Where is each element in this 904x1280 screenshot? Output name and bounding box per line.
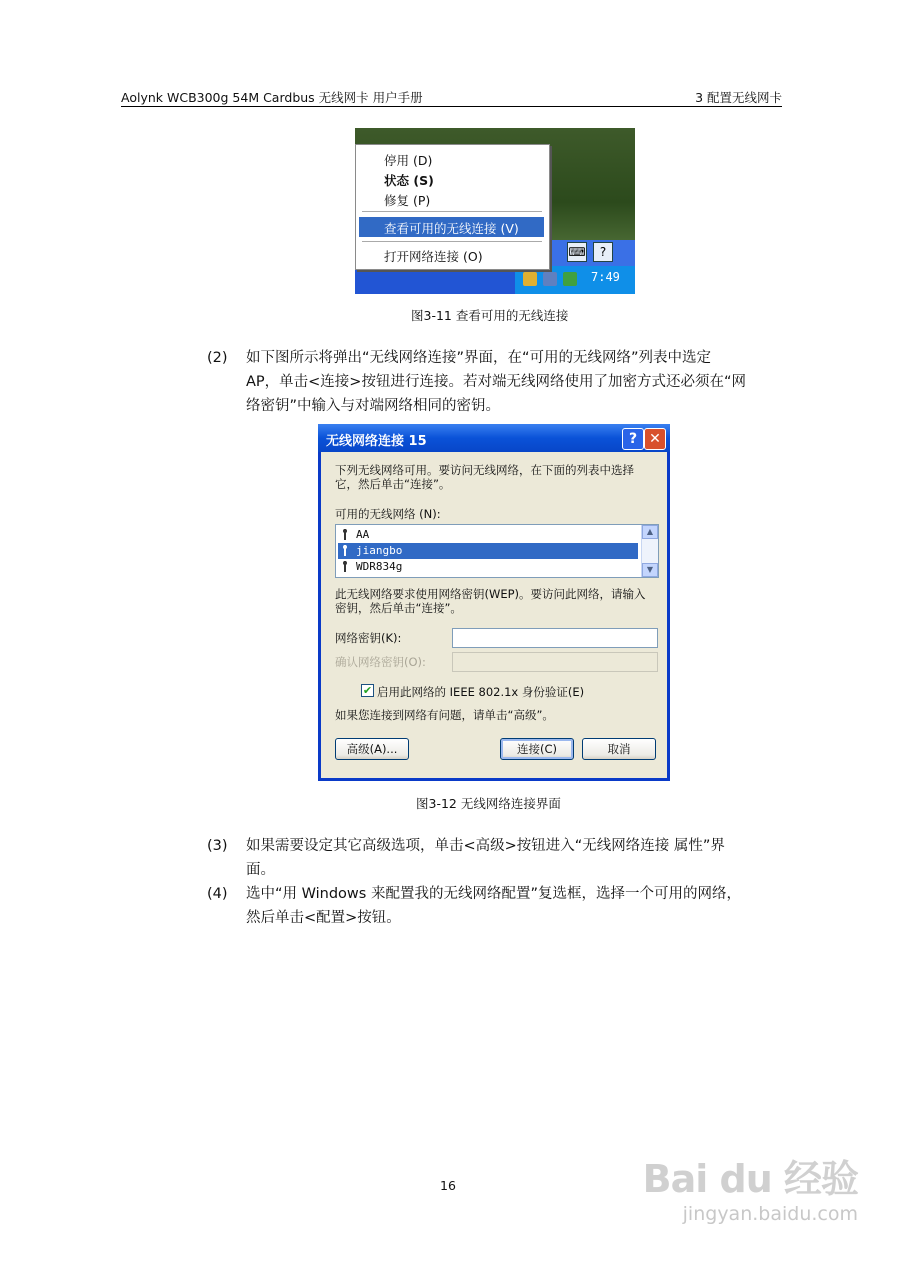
menu-separator	[362, 241, 542, 242]
wep-text: 此无线网络要求使用网络密钥(WEP)。要访问此网络，请输入	[335, 587, 646, 601]
page-number: 16	[440, 1178, 456, 1193]
close-button[interactable]: ✕	[644, 428, 666, 450]
step-text: 选中“用 Windows 来配置我的无线网络配置”复选框，选择一个可用的网络，	[246, 886, 741, 902]
list-scrollbar[interactable]	[641, 525, 658, 577]
help-icon[interactable]: ?	[593, 242, 613, 262]
watermark-brand: Bai du 经验	[642, 1157, 858, 1201]
available-networks-label: 可用的无线网络 (N):	[335, 507, 441, 521]
taskbar	[355, 266, 515, 294]
menu-item-status[interactable]: 状态 (S)	[384, 173, 434, 188]
trouble-text: 如果您连接到网络有问题，请单击“高级”。	[335, 708, 554, 722]
confirm-key-input	[452, 652, 658, 672]
cancel-button[interactable]: 取消	[582, 738, 656, 760]
network-name: AA	[356, 528, 370, 541]
dialog-titlebar	[318, 424, 670, 452]
context-menu	[355, 144, 550, 270]
advanced-button[interactable]: 高级(A)...	[335, 738, 409, 760]
scroll-down-icon[interactable]: ▼	[642, 563, 658, 577]
list-item[interactable]	[338, 559, 638, 575]
tray-clock: 7:49	[591, 270, 620, 284]
intro-text: 它，然后单击“连接”。	[335, 477, 451, 491]
antenna-icon	[342, 561, 348, 572]
antenna-icon	[342, 545, 348, 556]
step-number: (2)	[207, 350, 228, 366]
ieee-checkbox[interactable]: ✔	[362, 684, 373, 697]
dialog-title: 无线网络连接 15	[326, 434, 427, 449]
step-text: 面。	[246, 862, 275, 878]
figure1-caption: 图3-11 查看可用的无线连接	[411, 308, 569, 323]
confirm-key-label: 确认网络密钥(O):	[335, 655, 426, 669]
header-right-section: 3 配置无线网卡	[695, 90, 782, 105]
menu-item-view-wireless[interactable]: 查看可用的无线连接 (V)	[384, 221, 519, 236]
step-text: 络密钥”中输入与对端网络相同的密钥。	[246, 398, 501, 414]
scroll-up-icon[interactable]: ▲	[642, 525, 658, 539]
ieee-label: 启用此网络的 IEEE 802.1x 身份验证(E)	[377, 685, 585, 699]
menu-item-disable[interactable]: 停用 (D)	[384, 153, 433, 168]
connect-button[interactable]: 连接(C)	[500, 738, 574, 760]
antenna-icon	[342, 529, 348, 540]
network-name: jiangbo	[356, 544, 403, 557]
header-rule	[121, 106, 782, 107]
list-item-selected[interactable]	[338, 543, 638, 559]
figure2-caption: 图3-12 无线网络连接界面	[416, 796, 561, 811]
network-name: WDR834g	[356, 560, 403, 573]
menu-separator	[362, 211, 542, 212]
step-text: 然后单击<配置>按钮。	[246, 910, 401, 926]
figure-context-menu-screenshot	[355, 128, 635, 294]
step-number: (3)	[207, 838, 228, 854]
menu-item-repair[interactable]: 修复 (P)	[384, 193, 431, 208]
network-connection-icon[interactable]	[543, 272, 557, 286]
step-number: (4)	[207, 886, 228, 902]
wireless-connection-dialog	[318, 424, 670, 781]
intro-text: 下列无线网络可用。要访问无线网络，在下面的列表中选择	[335, 463, 634, 477]
menu-item-open-connections[interactable]: 打开网络连接 (O)	[384, 249, 483, 264]
baidu-watermark	[643, 1148, 858, 1225]
network-key-label: 网络密钥(K):	[335, 631, 402, 645]
header-left-title: Aolynk WCB300g 54M Cardbus 无线网卡 用户手册	[121, 90, 423, 105]
network-key-input[interactable]	[452, 628, 658, 648]
step-text: 如下图所示将弹出“无线网络连接”界面，在“可用的无线网络”列表中选定	[246, 350, 712, 366]
wireless-network-icon[interactable]	[523, 272, 537, 286]
wep-text: 密钥，然后单击“连接”。	[335, 601, 462, 615]
list-item[interactable]	[338, 527, 638, 543]
step-text: 如果需要设定其它高级选项，单击<高级>按钮进入“无线网络连接 属性”界	[246, 838, 725, 854]
keyboard-icon[interactable]: ⌨	[567, 242, 587, 262]
help-button[interactable]: ?	[622, 428, 644, 450]
watermark-url: jingyan.baidu.com	[682, 1203, 858, 1225]
security-icon[interactable]	[563, 272, 577, 286]
network-list[interactable]	[335, 524, 659, 578]
step-text: AP，单击<连接>按钮进行连接。若对端无线网络使用了加密方式还必须在“网	[246, 374, 746, 390]
